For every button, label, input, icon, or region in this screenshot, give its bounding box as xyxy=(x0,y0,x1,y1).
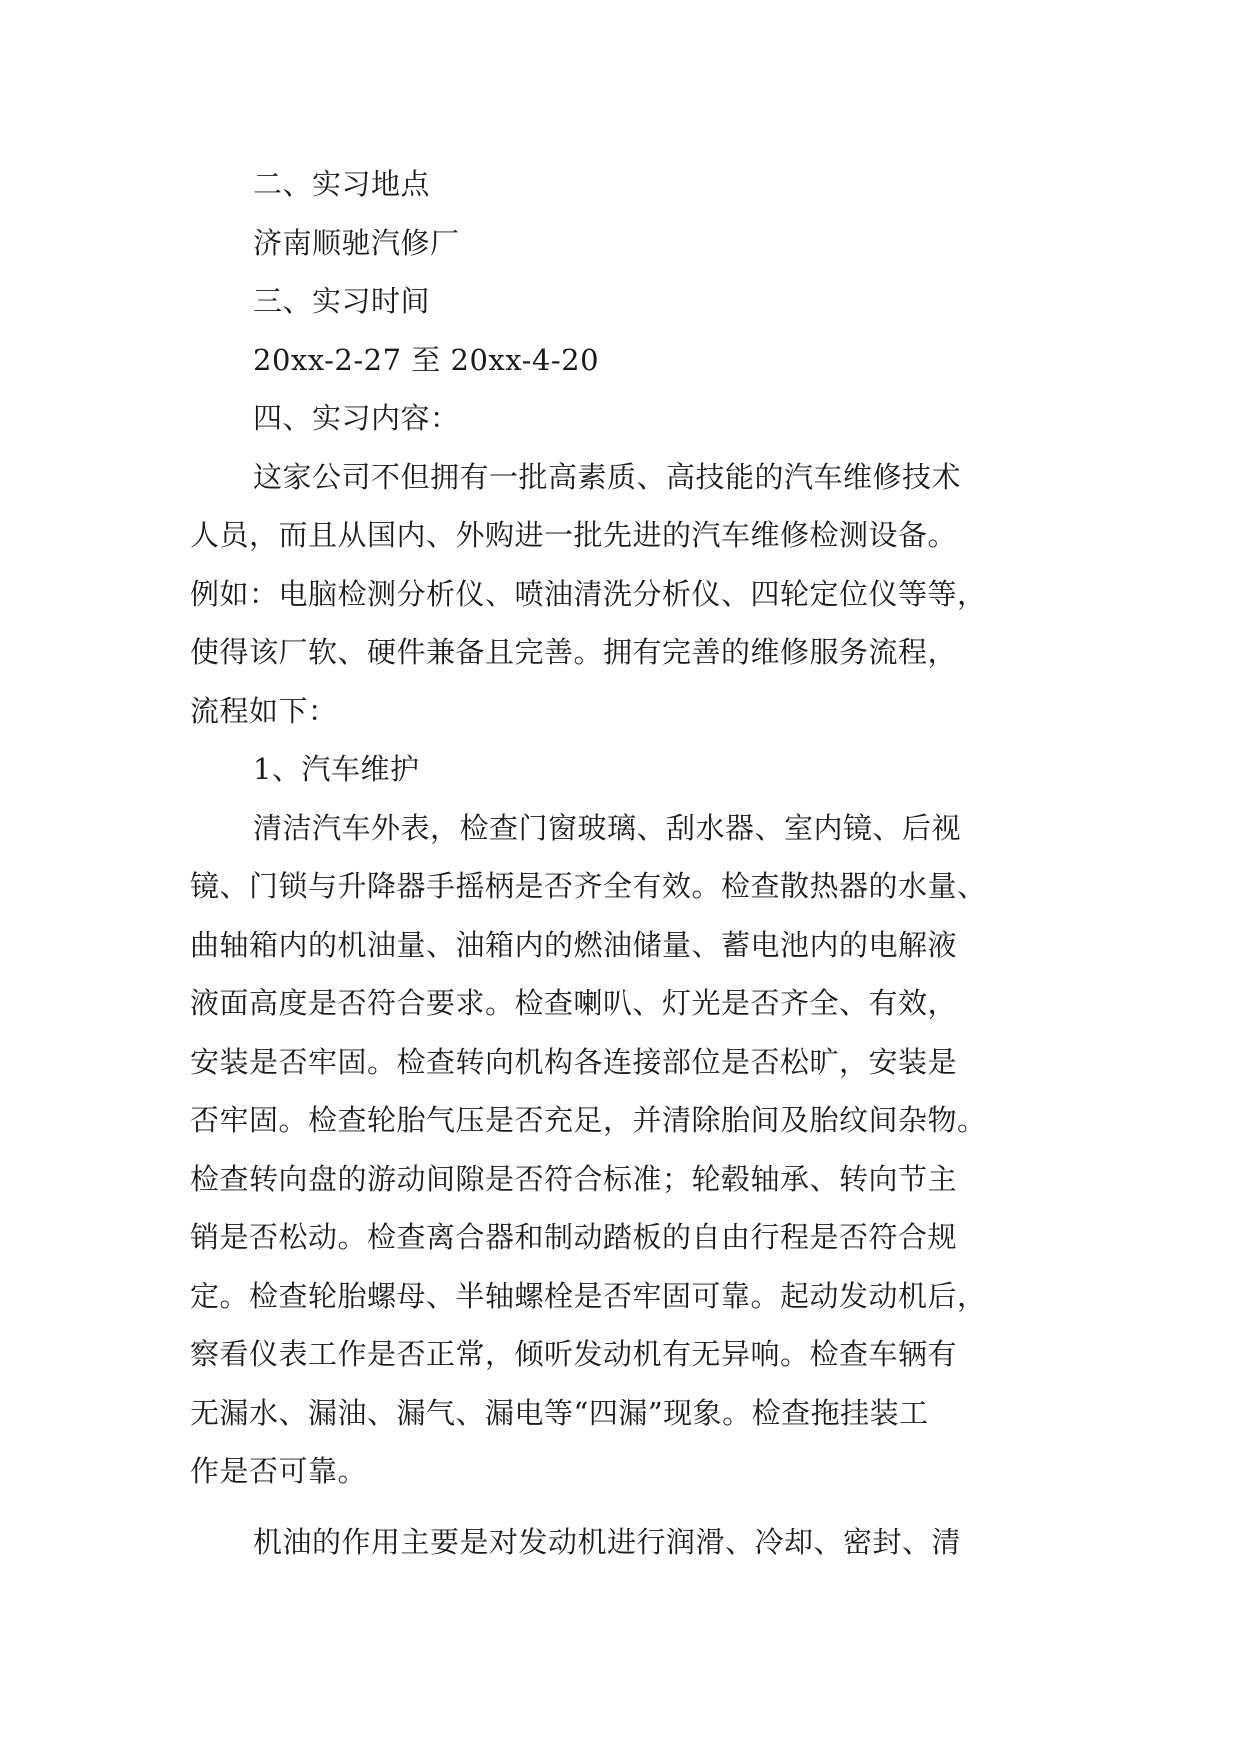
paragraph-line: 安装是否牢固。检查转向机构各连接部位是否松旷，安装是 xyxy=(190,1044,958,1079)
paragraph-line: 无漏水、漏油、漏气、漏电等“四漏”现象。检查拖挂装工 xyxy=(190,1395,929,1430)
section-heading-location: 二、实习地点 xyxy=(253,167,431,201)
section-heading-content: 四、实习内容： xyxy=(253,401,460,435)
document-body xyxy=(190,155,1070,1571)
paragraph-line: 流程如下： xyxy=(190,693,338,728)
paragraph-line: 镜、门锁与升降器手摇柄是否齐全有效。检查散热器的水量、 xyxy=(190,869,987,903)
paragraph-line: 否牢固。检查轮胎气压是否充足，并清除胎间及胎纹间杂物。 xyxy=(190,1103,987,1137)
subsection-heading-maintenance: 1、汽车维护 xyxy=(253,752,420,786)
paragraph-gap xyxy=(190,1501,1070,1513)
time-text: 20xx-2-27 至 20xx-4-20 xyxy=(253,342,600,377)
paragraph-line: 清洁汽车外表，检查门窗玻璃、刮水器、室内镜、后视 xyxy=(253,810,962,845)
paragraph-line: 例如：电脑检测分析仪、喷油清洗分析仪、四轮定位仪等等， xyxy=(190,576,987,611)
paragraph-line: 作是否可靠。 xyxy=(190,1454,368,1488)
paragraph-line: 曲轴箱内的机油量、油箱内的燃油储量、蓄电池内的电解液 xyxy=(190,927,958,962)
paragraph-line: 察看仪表工作是否正常，倾听发动机有无异响。检查车辆有 xyxy=(190,1337,958,1371)
location-text: 济南顺驰汽修厂 xyxy=(253,225,460,260)
paragraph-line: 机油的作用主要是对发动机进行润滑、冷却、密封、清 xyxy=(253,1524,962,1559)
paragraph-line: 人员，而且从国内、外购进一批先进的汽车维修检测设备。 xyxy=(190,518,958,552)
paragraph-line: 销是否松动。检查离合器和制动踏板的自由行程是否符合规 xyxy=(190,1220,958,1254)
paragraph-line: 液面高度是否符合要求。检查喇叭、灯光是否齐全、有效， xyxy=(190,986,958,1020)
paragraph-line: 检查转向盘的游动间隙是否符合标准；轮毂轴承、转向节主 xyxy=(190,1161,958,1196)
paragraph-line: 定。检查轮胎螺母、半轴螺栓是否牢固可靠。起动发动机后， xyxy=(190,1278,987,1313)
section-heading-time: 三、实习时间 xyxy=(253,284,431,318)
paragraph-line: 这家公司不但拥有一批高素质、高技能的汽车维修技术 xyxy=(253,459,962,494)
paragraph-line: 使得该厂软、硬件兼备且完善。拥有完善的维修服务流程， xyxy=(190,635,958,669)
